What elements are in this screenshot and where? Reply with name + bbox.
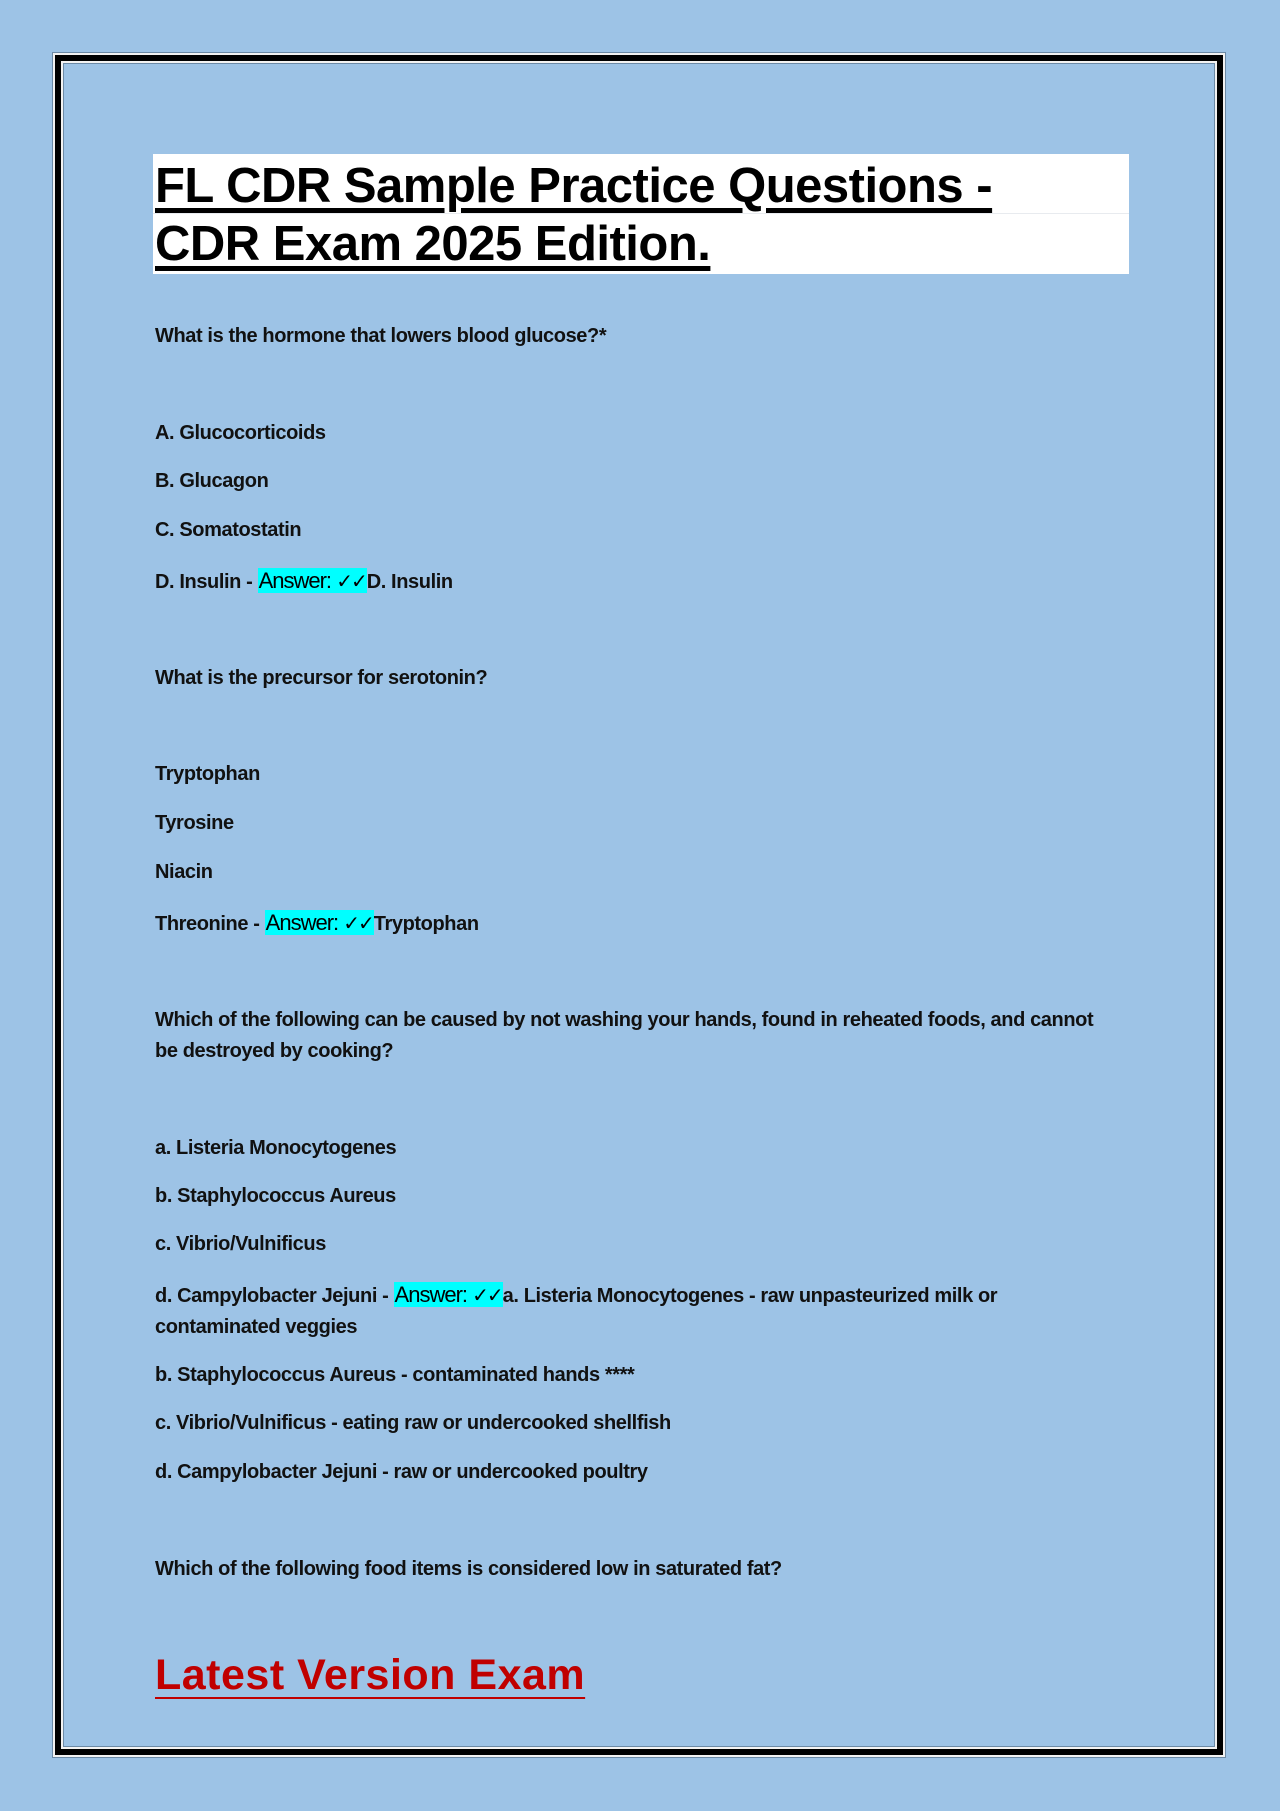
question-3-explanation-c: c. Vibrio/Vulnificus - eating raw or undercooked shellfish [155,1412,671,1434]
question-3-option-b: b. Staphylococcus Aureus [155,1185,396,1207]
answer-label: Answer: [265,910,339,935]
question-2-option-b: Tyrosine [155,812,234,834]
question-3-explanation-d: d. Campylobacter Jejuni - raw or undercooked poultry [155,1461,648,1483]
answer-highlight [258,568,367,593]
question-3-explanation-b: b. Staphylococcus Aureus - contaminated hands **** [155,1364,635,1386]
question-1-option-b: B. Glucagon [155,470,269,492]
question-1-option-a: A. Glucocorticoids [155,422,326,444]
question-1-prompt: What is the hormone that lowers blood glucose?* [155,325,607,347]
question-1-option-d: D. Insulin - [155,571,258,593]
answer-highlight [394,1282,503,1307]
question-3-option-c: c. Vibrio/Vulnificus [155,1233,326,1255]
question-2-option-c: Niacin [155,861,213,883]
question-3-option-d: d. Campylobacter Jejuni - [155,1285,394,1307]
answer-label: Answer: [394,1282,468,1307]
question-3-answer: a. Listeria Monocytogenes - raw unpasteurized milk or contaminated veggies [155,1285,998,1338]
question-1-option-c: C. Somatostatin [155,519,302,541]
answer-highlight [265,910,374,935]
page-border-inner [63,63,1215,1747]
double-check-icon: ✓✓ [336,571,366,593]
footer-brand-text: Latest Version Exam [155,1651,586,1699]
question-3-answer-line [155,1279,1115,1343]
document-title-line-2: CDR Exam 2025 Edition. [155,217,711,271]
question-4-prompt: Which of the following food items is considered low in saturated fat? [155,1558,782,1580]
document-title-line-1: FL CDR Sample Practice Questions - [155,159,993,213]
question-1-answer: D. Insulin [366,571,453,593]
question-2-answer: Tryptophan [373,913,479,935]
question-2-answer-line [155,907,479,940]
question-2-option-a: Tryptophan [155,763,260,785]
question-2-prompt: What is the precursor for serotonin? [155,667,488,689]
document-title-box [153,154,1129,274]
question-1-answer-line [155,565,453,598]
double-check-icon: ✓✓ [472,1285,502,1307]
double-check-icon: ✓✓ [343,913,373,935]
answer-label: Answer: [258,568,332,593]
question-2-option-d: Threonine - [155,913,265,935]
question-3-option-a: a. Listeria Monocytogenes [155,1137,397,1159]
question-3-prompt: Which of the following can be caused by not washing your hands, found in reheated foods, and cannot be destroyed by cooking? [155,1009,1094,1062]
